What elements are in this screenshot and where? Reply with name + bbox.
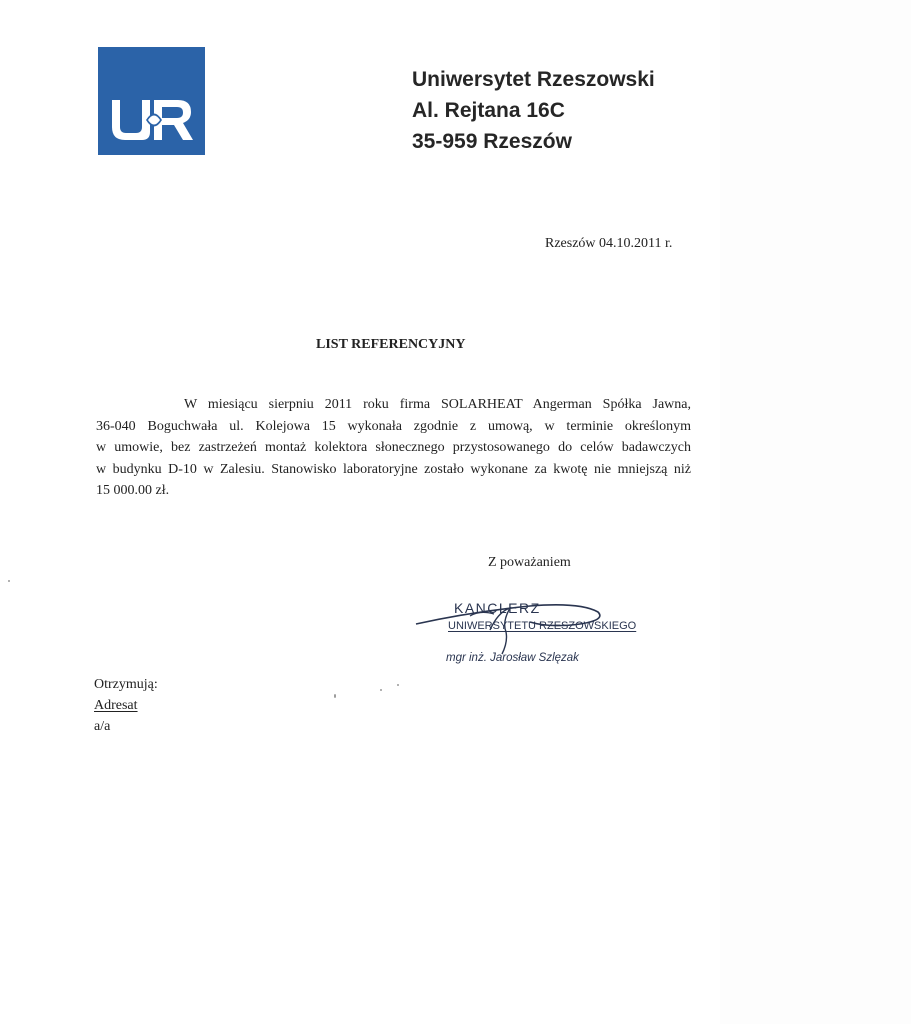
recipient-addressee: Adresat (94, 698, 138, 713)
scan-speck (334, 694, 336, 698)
letter-body (96, 394, 691, 502)
letter-date: Rzeszów 04.10.2011 r. (545, 236, 673, 251)
body-line: 36-040 Boguchwała ul. Kolejowa 15 wykonała zgodnie z umową, w terminie określonym (96, 418, 691, 434)
university-logo (98, 47, 205, 155)
header-postal-city: 35-959 Rzeszów (412, 130, 572, 153)
header-street: Al. Rejtana 16C (412, 99, 565, 122)
recipients-block (94, 674, 158, 737)
body-line: W miesiącu sierpniu 2011 roku firma SOLARHEAT Angerman Spółka Jawna, (184, 397, 691, 412)
body-line: w budynku D-10 w Zalesiu. Stanowisko laboratoryjne zostało wykonane za kwotę nie mniejszą niż (96, 461, 691, 477)
closing-salutation: Z poważaniem (488, 555, 571, 570)
stamp-subtitle: UNIWERSYTETU RZESZOWSKIEGO (448, 620, 637, 632)
body-line: 15 000.00 zł. (96, 483, 170, 498)
header-university-name: Uniwersytet Rzeszowski (412, 68, 655, 91)
stamp-signatory-name: mgr inż. Jarosław Szlęzak (446, 652, 579, 664)
scan-speck (8, 580, 10, 582)
handwritten-signature (410, 592, 610, 662)
recipients-label: Otrzymują: (94, 677, 158, 692)
recipient-file-copy: a/a (94, 719, 111, 734)
body-line: w umowie, bez zastrzeżeń montaż kolektora słonecznego przystosowanego do celów badawczych (96, 440, 691, 455)
scan-edge (720, 0, 911, 1024)
letter-title: LIST REFERENCYJNY (316, 337, 466, 352)
scan-speck (397, 684, 399, 686)
university-header (412, 64, 655, 157)
scan-speck (380, 689, 382, 691)
stamp-title: KANCLERZ (454, 600, 541, 616)
ur-logo-icon (98, 47, 205, 155)
